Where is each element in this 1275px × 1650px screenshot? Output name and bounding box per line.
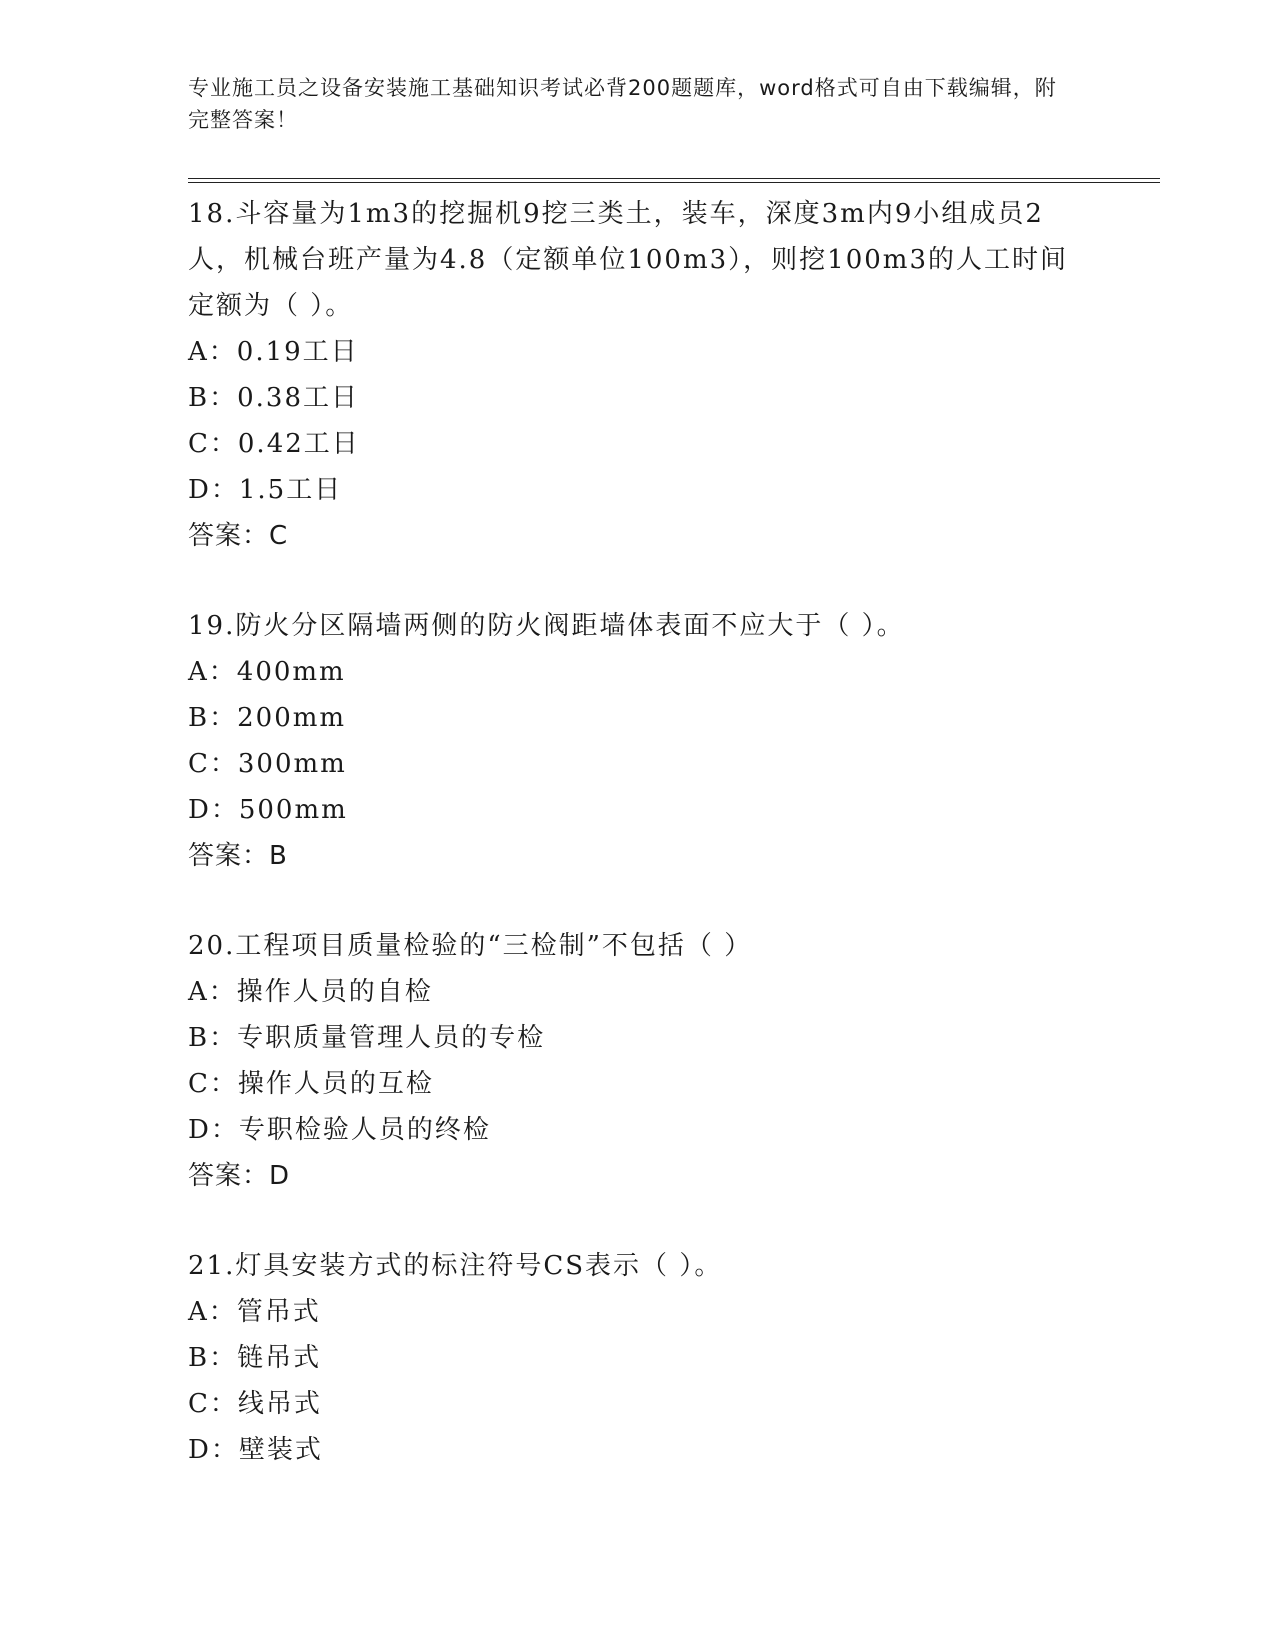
option-b: B：链吊式 <box>188 1343 322 1373</box>
option-c: C：线吊式 <box>188 1389 322 1419</box>
question-stem: 20.工程项目质量检验的“三检制”不包括（ ） <box>188 931 753 961</box>
question-stem: 18.斗容量为1m3的挖掘机9挖三类土，装车，深度3m内9小组成员2人，机械台班产量为4.8（定额单位100m3），则挖100m3的人工时间定额为（ ）。 <box>188 199 1068 321</box>
option-a: A：管吊式 <box>188 1297 321 1327</box>
question-19 <box>188 603 1068 879</box>
option-a: A：操作人员的自检 <box>188 977 433 1007</box>
option-b: B：专职质量管理人员的专检 <box>188 1023 546 1053</box>
question-stem: 19.防火分区隔墙两侧的防火阀距墙体表面不应大于（ ）。 <box>188 611 905 641</box>
question-spacer <box>188 1199 1068 1243</box>
option-d: D：专职检验人员的终检 <box>188 1115 491 1145</box>
question-spacer <box>188 879 1068 923</box>
question-21 <box>188 1243 1068 1473</box>
answer-line: 答案：D <box>188 1161 291 1191</box>
question-20 <box>188 923 1068 1199</box>
answer-line: 答案：C <box>188 521 289 551</box>
option-a: A：0.19工日 <box>188 337 359 367</box>
question-stem: 21.灯具安装方式的标注符号CS表示（ ）。 <box>188 1251 723 1281</box>
option-c: C：300mm <box>188 749 347 779</box>
option-d: D：1.5工日 <box>188 475 343 505</box>
option-d: D：壁装式 <box>188 1435 323 1465</box>
document-title: 专业施工员之设备安装施工基础知识考试必背200题题库，word格式可自由下载编辑，附完整答案！ <box>188 76 1057 132</box>
option-c: C：操作人员的互检 <box>188 1069 434 1099</box>
answer-line: 答案：B <box>188 841 288 871</box>
question-spacer <box>188 559 1068 603</box>
option-c: C：0.42工日 <box>188 429 360 459</box>
question-list <box>188 191 1068 1473</box>
option-b: B：0.38工日 <box>188 383 359 413</box>
option-b: B：200mm <box>188 703 347 733</box>
option-a: A：400mm <box>188 657 346 687</box>
header-divider-bottom <box>188 182 1160 183</box>
option-d: D：500mm <box>188 795 348 825</box>
header-divider-top <box>188 178 1160 179</box>
question-18 <box>188 191 1068 559</box>
